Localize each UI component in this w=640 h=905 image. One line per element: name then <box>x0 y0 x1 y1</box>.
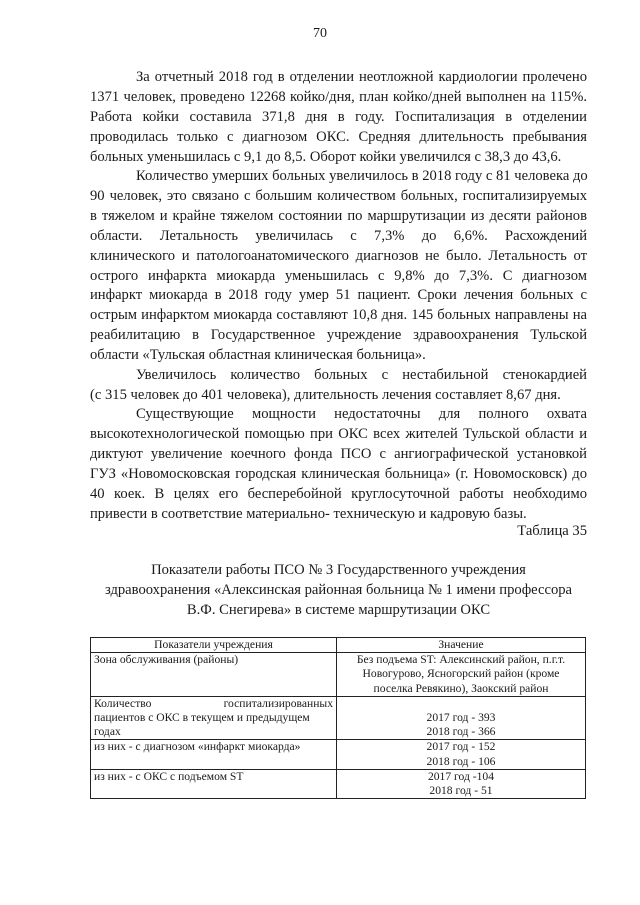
text-line: клинического и патологоанатомического диагнозов не было. Летальность от <box>90 247 587 264</box>
text-line: ГУЗ «Новомосковская городская клиническая больница» (г. Новомосковск) до <box>90 465 587 482</box>
cell-line: из них - с ОКС с подъемом ST <box>94 769 244 783</box>
cell-line: пациентов с ОКС в текущем и предыдущем <box>94 711 310 725</box>
paragraph-3 <box>90 366 587 406</box>
table-label: Таблица 35 <box>517 523 587 539</box>
text-line: Увеличилось количество больных с нестабильной стенокардией <box>136 367 587 383</box>
table-title-line: В.Ф. Снегирева» в системе маршрутизации ОКС <box>186 601 491 618</box>
table-cell-value <box>337 769 586 798</box>
indicators-table <box>90 637 586 799</box>
cell-line: 2018 год - 106 <box>426 754 496 768</box>
text-line: привести в соответствие материально- техническую и кадровую базы. <box>90 505 527 522</box>
text-line: инфаркт миокарда в 2018 году умер 51 пациент. Сроки лечения больных с <box>90 287 587 304</box>
table-cell-label <box>91 653 337 697</box>
text-line: острого инфаркта миокарда уменьшилась с 9,8% до 7,3%. С диагнозом <box>90 267 587 284</box>
text-line: области «Тульская областная клиническая больница». <box>90 347 426 364</box>
table-title <box>90 561 587 620</box>
cell-line: 2018 год - 51 <box>429 784 493 798</box>
text-line: Количество умерших больных увеличилось в 2018 году с 81 человека до <box>136 168 588 184</box>
text-line: больных уменьшилась с 9,1 до 8,5. Оборот койки увеличился с 38,3 до 43,6. <box>90 148 562 165</box>
table-cell-label <box>91 696 337 740</box>
page-number: 70 <box>313 26 327 41</box>
cell-line: годах <box>94 725 121 739</box>
text-line: реабилитацию в Государственное учреждение здравоохранения Тульской <box>90 327 587 344</box>
text-line: За отчетный 2018 год в отделении неотложной кардиологии пролечено <box>136 69 587 85</box>
cell-line: Новогурово, Ясногорский район (кроме <box>362 667 560 681</box>
cell-line: 2018 год - 366 <box>426 725 496 739</box>
text-line: 1371 человек, проведено 12268 койко/дня, план койко/дней выполнен на 115%. <box>90 88 587 105</box>
text-line: области. Летальность увеличилась с 7,3% до 6,6%. Расхождений <box>90 227 587 244</box>
text-line: Работа койки составила 371,8 дня в году. Госпитализация в отделении <box>90 108 587 125</box>
cell-line: 2017 год - 393 <box>426 711 496 725</box>
table-cell-value <box>337 696 586 740</box>
cell-line: поселка Ревякино), Заокский район <box>373 681 549 695</box>
table-row <box>91 696 586 740</box>
table-cell-value <box>337 653 586 697</box>
text-line: 90 человек, это связано с большим количеством больных, госпитализируемых <box>90 187 587 204</box>
cell-line: 2017 год -104 <box>427 769 495 783</box>
table-title-line: Показатели работы ПСО № 3 Государственного учреждения <box>151 562 526 578</box>
cell-line: 2017 год - 152 <box>426 740 496 754</box>
text-line: диктуют увеличение коечного фонда ПСО с ангиографической установкой <box>90 445 587 462</box>
text-line: (с 315 человек до 401 человека), длительность лечения составляет 8,67 дня. <box>90 386 561 403</box>
text-line: острым инфарктом миокарда составляют 10,8 дня. 145 больных направлены на <box>90 307 587 324</box>
cell-line: Количество госпитализированных <box>94 696 333 710</box>
paragraph-4 <box>90 405 587 524</box>
text-line: 40 коек. В целях его бесперебойной круглосуточной работы необходимо <box>90 485 587 502</box>
table-cell-label <box>91 769 337 798</box>
cell-line: из них - с диагнозом «инфаркт миокарда» <box>94 740 301 754</box>
table-cell-value <box>337 740 586 769</box>
cell-line: Зона обслуживания (районы) <box>94 653 239 667</box>
cell-line: Без подъема ST: Алексинский район, п.г.т. <box>356 653 566 667</box>
table-title-line: здравоохранения «Алексинская районная больница № 1 имени профессора <box>104 581 573 598</box>
column-header: Показатели учреждения <box>91 638 337 653</box>
text-line: в тяжелом и крайне тяжелом состоянии по маршрутизации из десяти районов <box>90 207 587 224</box>
text-line: проводилась только с диагнозом ОКС. Средняя длительность пребывания <box>90 128 587 145</box>
table-header-row <box>91 638 586 653</box>
table-row <box>91 740 586 769</box>
text-line: Существующие мощности недостаточны для полного охвата <box>136 406 587 422</box>
column-header: Значение <box>337 638 586 653</box>
paragraph-1 <box>90 68 587 168</box>
table-row <box>91 653 586 697</box>
table-row <box>91 769 586 798</box>
text-line: высокотехнологической помощью при ОКС всех жителей Тульской области и <box>90 425 587 442</box>
paragraph-2 <box>90 167 587 366</box>
table-cell-label <box>91 740 337 769</box>
